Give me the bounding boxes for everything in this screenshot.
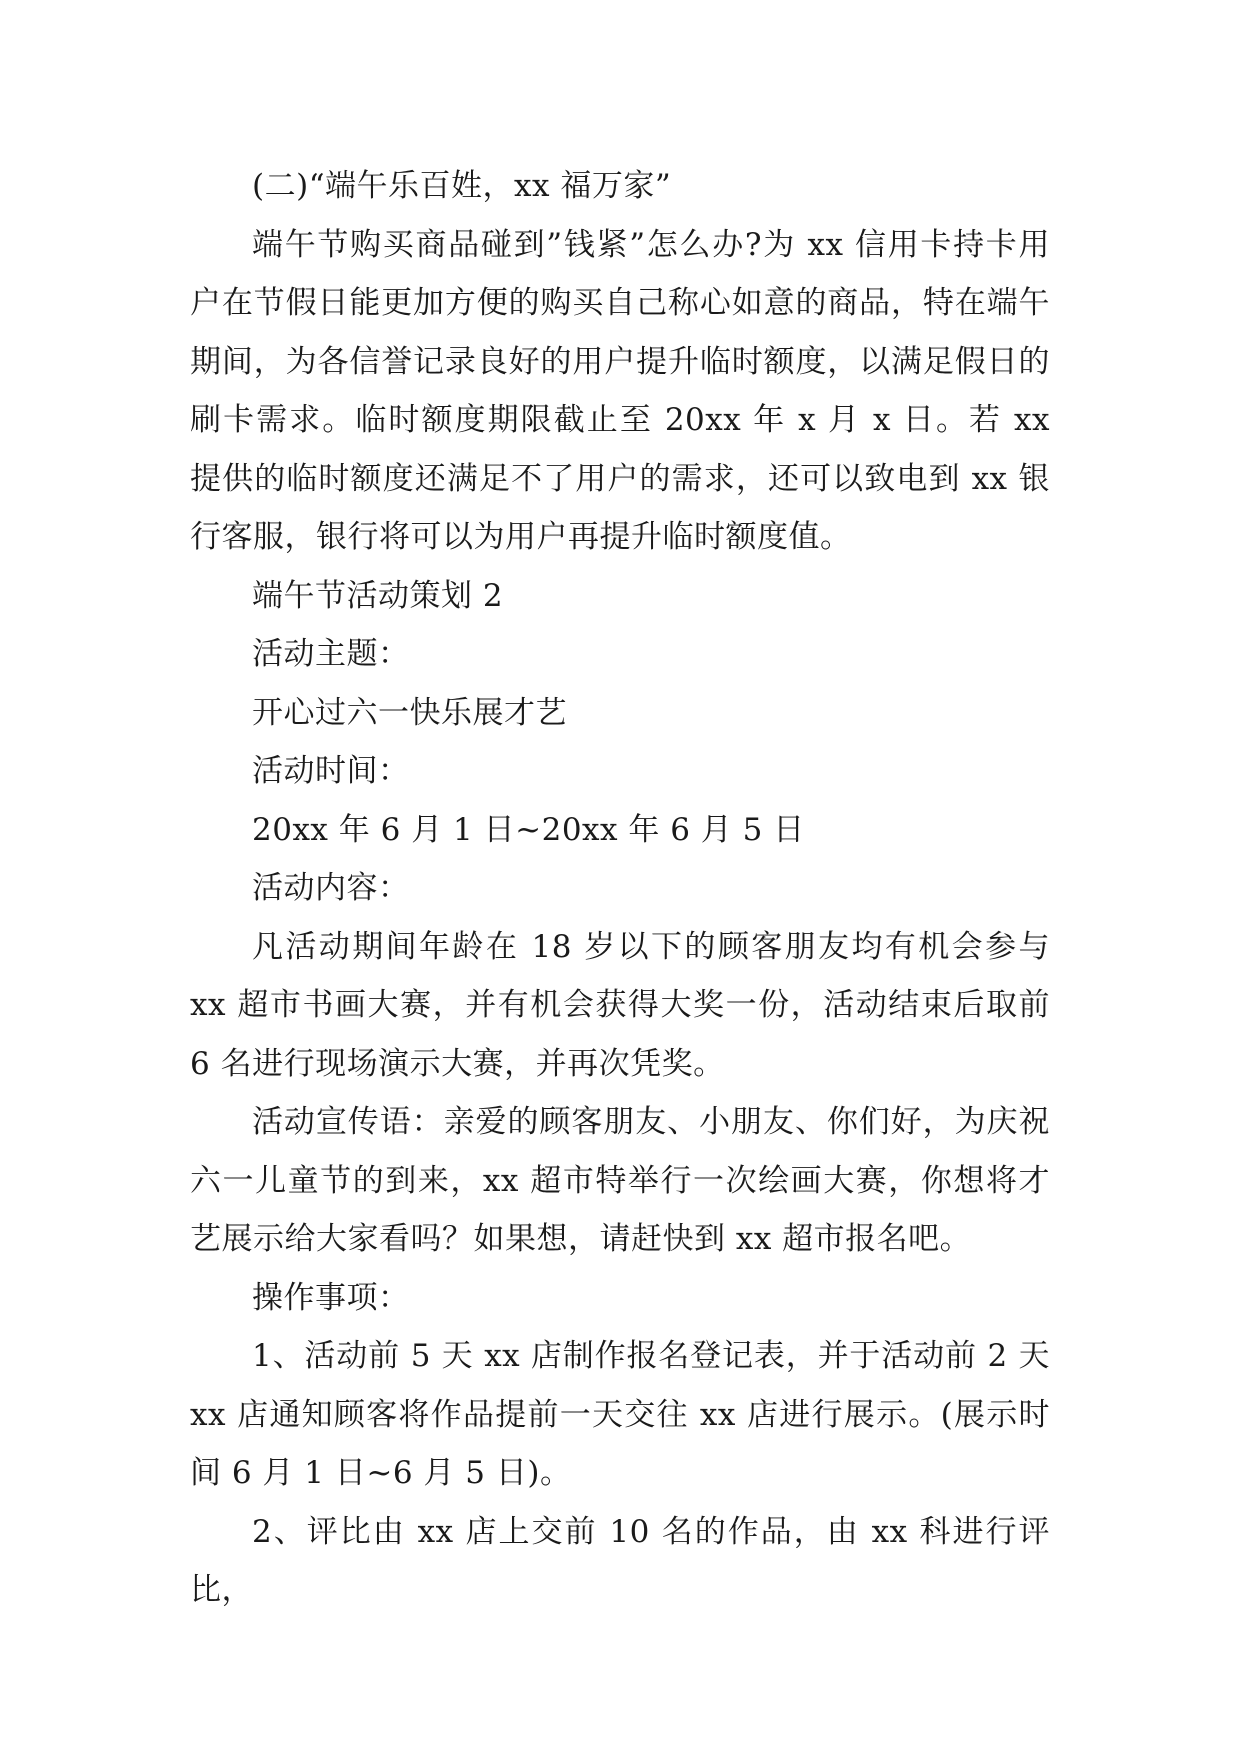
paragraph-slogan: 活动宣传语：亲爱的顾客朋友、小朋友、你们好，为庆祝六一儿童节的到来，xx 超市特举行一次绘画大赛，你想将才艺展示给大家看吗？如果想，请赶快到 xx 超市报名吧。 xyxy=(190,1104,1050,1257)
section-heading-duanwu: (二)“端午乐百姓，xx 福万家” xyxy=(252,168,672,204)
document-body xyxy=(190,157,1050,1620)
theme-value: 开心过六一快乐展才艺 xyxy=(252,694,567,731)
content-label: 活动内容： xyxy=(252,870,410,906)
paragraph-operation-1: 1、活动前 5 天 xx 店制作报名登记表，并于活动前 2 天 xx 店通知顾客将作品提前一天交往 xx 店进行展示。(展示时间 6 月 1 日~6 月 5 日)。 xyxy=(190,1338,1050,1491)
paragraph-operation-2: 2、评比由 xx 店上交前 10 名的作品，由 xx 科进行评比， xyxy=(190,1513,1050,1608)
theme-label: 活动主题： xyxy=(252,636,410,672)
plan-title: 端午节活动策划 2 xyxy=(252,577,504,614)
time-label: 活动时间： xyxy=(252,753,410,789)
operations-label: 操作事项： xyxy=(252,1279,410,1316)
paragraph-credit-card-promo: 端午节购买商品碰到”钱紧”怎么办?为 xx 信用卡持卡用户在节假日能更加方便的购买自己称心如意的商品，特在端午期间，为各信誉记录良好的用户提升临时额度，以满足假日的刷卡需求。临时额度期限截止至 20xx 年 x 月 x 日。若 xx 提供的临时额度还满足不了用户的需求，还可以致电到 xx 银行客服，银行将可以为用户再提升临时额度值。 xyxy=(190,226,1050,555)
paragraph-activity-content: 凡活动期间年龄在 18 岁以下的顾客朋友均有机会参与 xx 超市书画大赛，并有机会获得大奖一份，活动结束后取前 6 名进行现场演示大赛，并再次凭奖。 xyxy=(190,928,1050,1082)
time-value: 20xx 年 6 月 1 日~20xx 年 6 月 5 日 xyxy=(252,811,805,848)
